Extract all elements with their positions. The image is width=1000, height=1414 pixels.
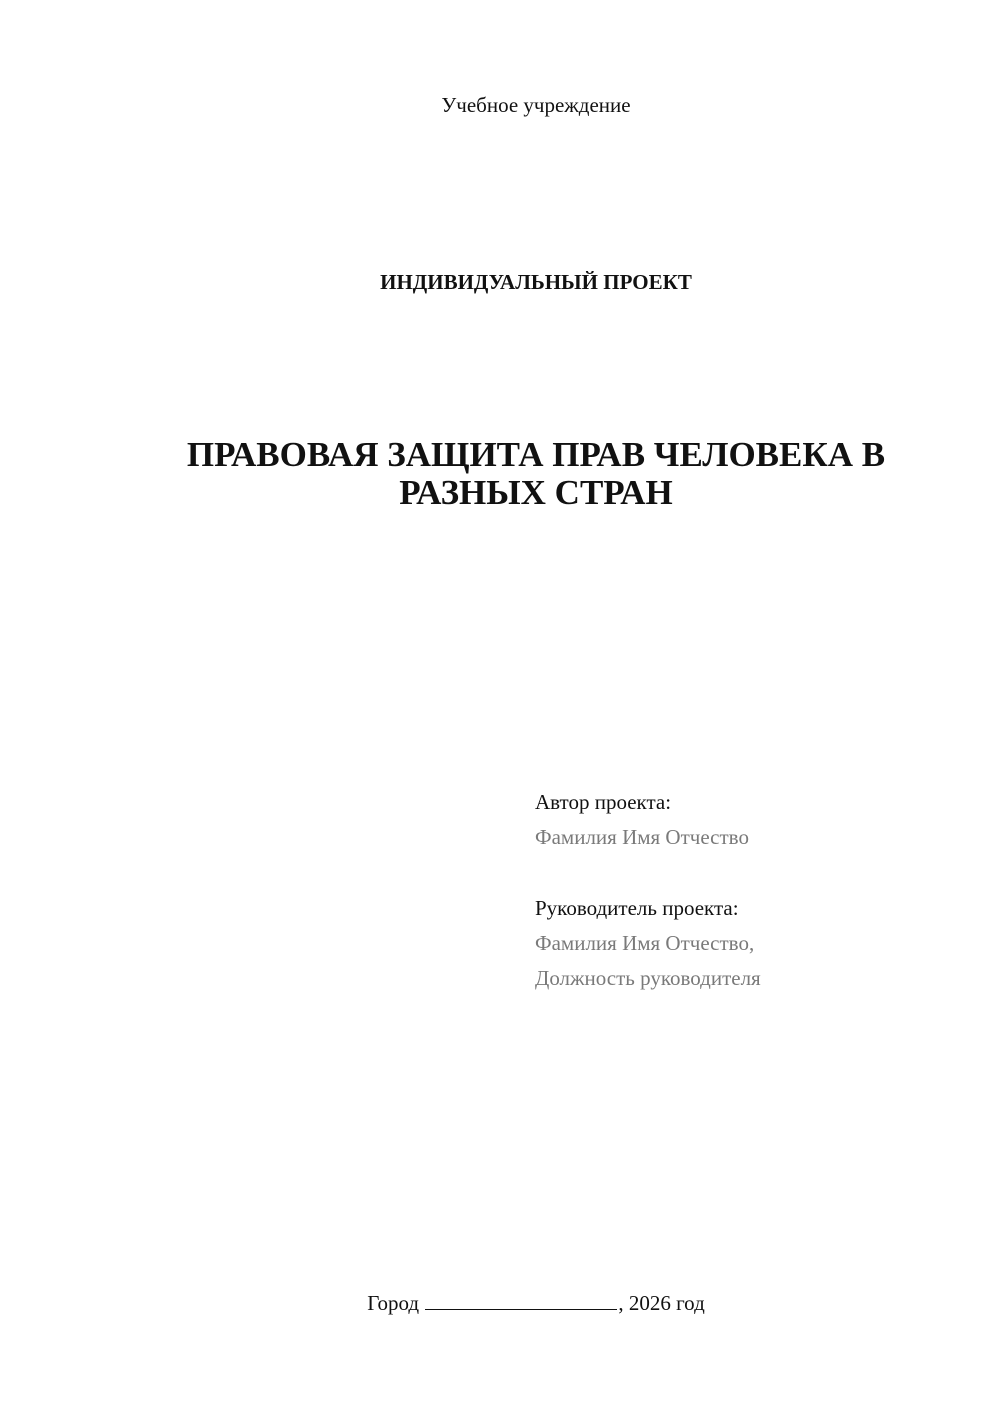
supervisor-name: Фамилия Имя Отчество, bbox=[535, 931, 755, 955]
author-block bbox=[535, 785, 975, 855]
document-type: ИНДИВИДУАЛЬНЫЙ ПРОЕКТ bbox=[380, 270, 692, 294]
supervisor-block bbox=[535, 891, 975, 996]
author-label: Автор проекта: bbox=[535, 790, 672, 814]
footer-city-year bbox=[0, 1288, 1000, 1318]
institution-name: Учебное учреждение bbox=[441, 93, 631, 117]
supervisor-position: Должность руководителя bbox=[535, 966, 761, 990]
project-title-line-1: ПРАВОВАЯ ЗАЩИТА ПРАВ ЧЕЛОВЕКА В bbox=[186, 435, 886, 474]
city-label: Город bbox=[367, 1291, 420, 1315]
city-blank-line bbox=[425, 1291, 617, 1310]
supervisor-label: Руководитель проекта: bbox=[535, 896, 739, 920]
project-title-line-2: РАЗНЫХ СТРАН bbox=[399, 473, 673, 512]
project-title bbox=[120, 436, 952, 512]
author-name: Фамилия Имя Отчество bbox=[535, 825, 749, 849]
year-text: , 2026 год bbox=[618, 1291, 705, 1315]
